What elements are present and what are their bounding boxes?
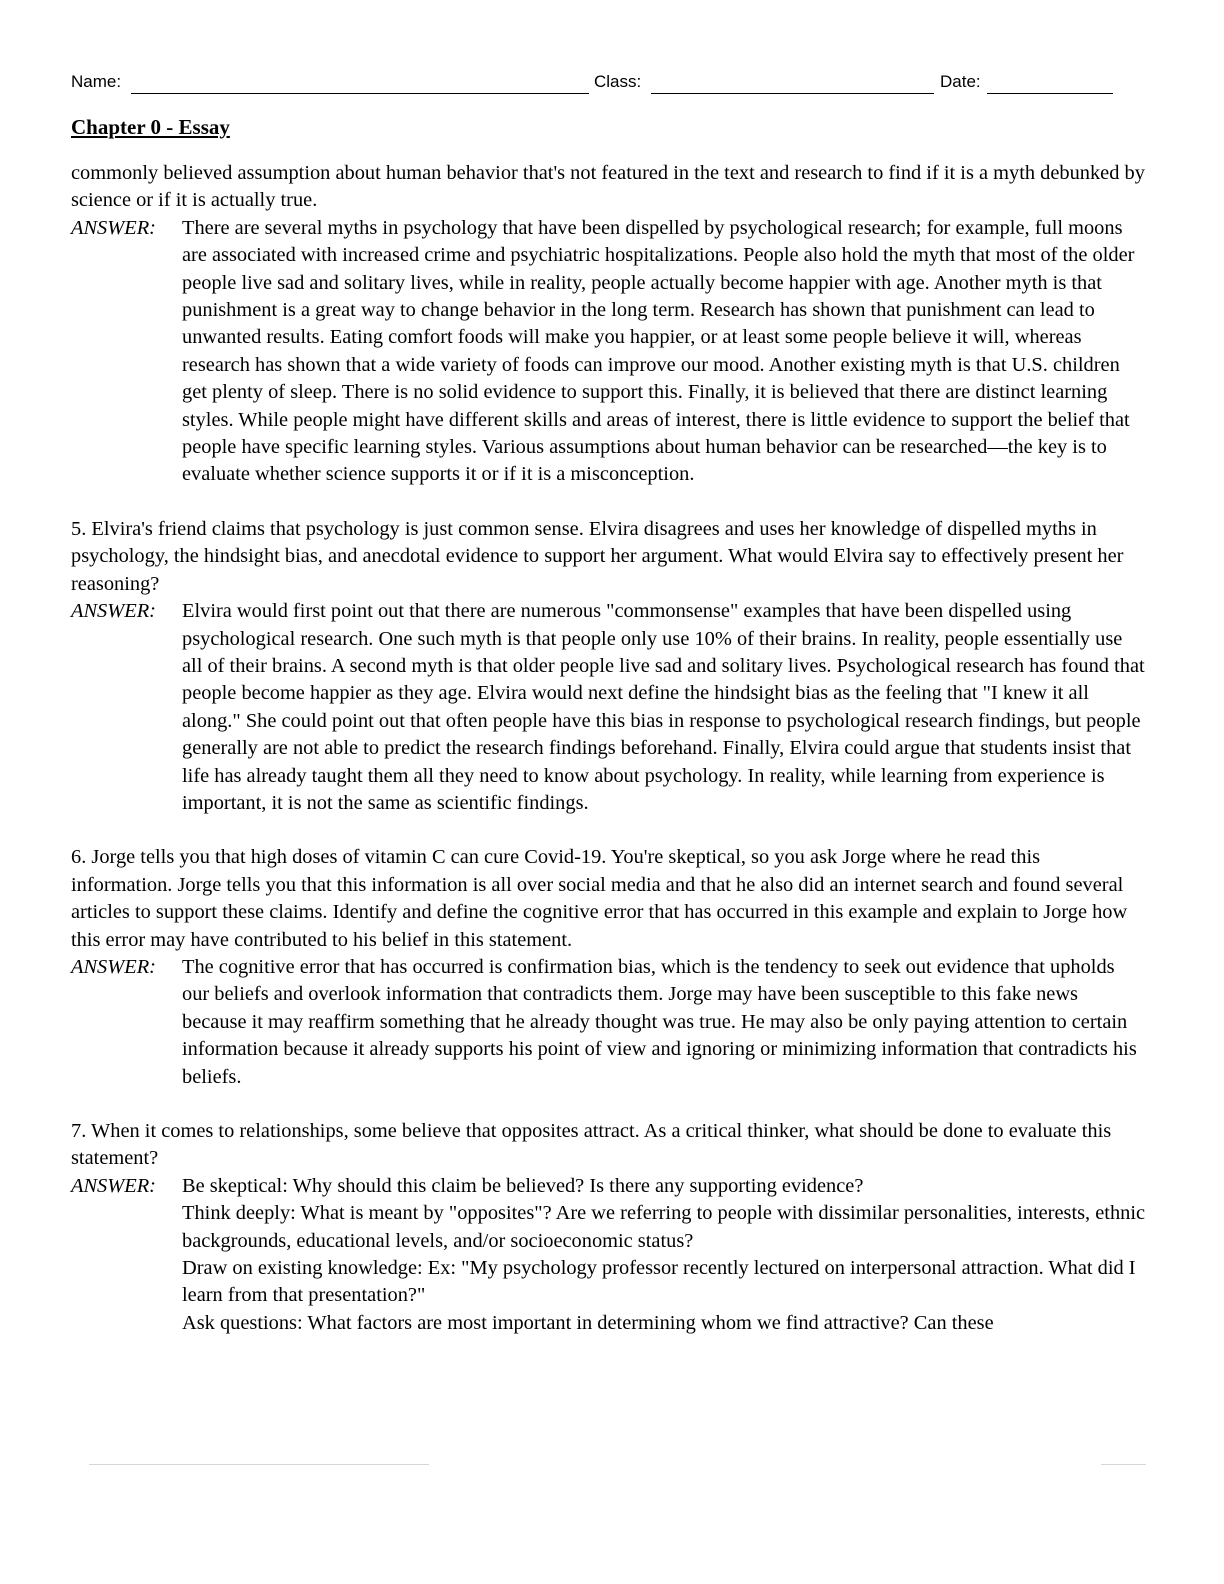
answer-4-text: There are several myths in psychology that have been dispelled by psychological research; for example, full moons are associated with increased crime and psychiatric hospitalizations. People also hold the myth that most of the older people live sad and solitary lives, while in reality, people actually become happier with age. Another myth is that punishment is a great way to change behavior in the long term. Research has shown that punishment can lead to unwanted results. Eating comfort foods will make you happier, or at least some people believe it will, whereas research has shown that a wide variety of foods can improve our mood. Another existing myth is that U.S. children get plenty of sleep. There is no solid evidence to support this. Finally, it is believed that there are distinct learning styles. While people might have different skills and areas of interest, there is little evidence to support the belief that people have specific learning styles. Various assumptions about human behavior can be researched—the key is to evaluate whether science supports it or if it is a misconception. — [182, 216, 1135, 486]
answer-label: ANSWER: — [71, 955, 156, 978]
answer-4 — [71, 215, 1146, 489]
name-label: Name: — [71, 72, 122, 91]
date-field[interactable] — [987, 93, 1113, 94]
question-7: 7. When it comes to relationships, some believe that opposites attract. As a critical thinker, what should be done to evaluate this statement? — [71, 1120, 1112, 1170]
answer-5-text: Elvira would first point out that there are numerous "commonsense" examples that have been dispelled using psychological research. One such myth is that people only use 10% of their brains. In reality, people essentially use all of their brains. A second myth is that older people live sad and solitary lives. Psychological research has found that people become happier as they age. Elvira would next define the hindsight bias as the feeling that "I knew it all along." She could point out that often people have this bias in response to psychological research findings, but people generally are not able to predict the research findings beforehand. Finally, Elvira could argue that students insist that life has already taught them all they need to know about psychology. In reality, while learning from experience is important, it is not the same as scientific findings. — [182, 600, 1145, 814]
class-field[interactable] — [651, 93, 934, 94]
answer-7-line: Draw on existing knowledge: Ex: "My psychology professor recently lectured on interpersonal attraction. What did I learn from that presentation?" — [182, 1257, 1136, 1307]
class-label: Class: — [594, 72, 642, 91]
footer-page-number — [1101, 1464, 1146, 1465]
question-4-continuation: commonly believed assumption about human behavior that's not featured in the text and research to find if it is a myth debunked by science or if it is actually true. — [71, 162, 1145, 212]
answer-7-line: Ask questions: What factors are most important in determining whom we find attractive? Can these — [182, 1311, 994, 1334]
answer-label: ANSWER: — [71, 216, 156, 239]
question-6: 6. Jorge tells you that high doses of vitamin C can cure Covid-19. You're skeptical, so you ask Jorge where he read this information. Jorge tells you that this information is all over social media and that he also did an internet search and found several articles to support these claims. Identify and define the cognitive error that has occurred in this example and explain to Jorge how this error may have contributed to his belief in this statement. — [71, 846, 1128, 951]
page-footer — [71, 1460, 1146, 1470]
chapter-title: Chapter 0 - Essay — [71, 115, 230, 139]
answer-5 — [71, 598, 1146, 817]
answer-7-line: Think deeply: What is meant by "opposites"? Are we referring to people with dissimilar personalities, interests, ethnic backgrounds, educational levels, and/or socioeconomic status? — [182, 1202, 1146, 1252]
answer-6-text: The cognitive error that has occurred is confirmation bias, which is the tendency to seek out evidence that upholds our beliefs and overlook information that contradicts them. Jorge may have been susceptible to this fake news because it may reaffirm something that he already thought was true. He may also be only paying attention to certain information because it already supports his point of view and ignoring or minimizing information that contradicts his beliefs. — [182, 955, 1137, 1088]
question-5: 5. Elvira's friend claims that psychology is just common sense. Elvira disagrees and uses her knowledge of dispelled myths in psychology, the hindsight bias, and anecdotal evidence to support her argument. What would Elvira say to effectively present her reasoning? — [71, 517, 1124, 595]
worksheet-header — [71, 72, 1143, 98]
footer-faint-text — [89, 1464, 429, 1465]
name-field[interactable] — [131, 93, 589, 94]
answer-6 — [71, 954, 1146, 1091]
answer-7-line: Be skeptical: Why should this claim be believed? Is there any supporting evidence? — [182, 1174, 864, 1197]
answer-label: ANSWER: — [71, 600, 156, 623]
answer-7 — [71, 1173, 1146, 1337]
date-label: Date: — [940, 72, 981, 91]
essay-body — [71, 160, 1146, 1337]
answer-label: ANSWER: — [71, 1174, 156, 1197]
